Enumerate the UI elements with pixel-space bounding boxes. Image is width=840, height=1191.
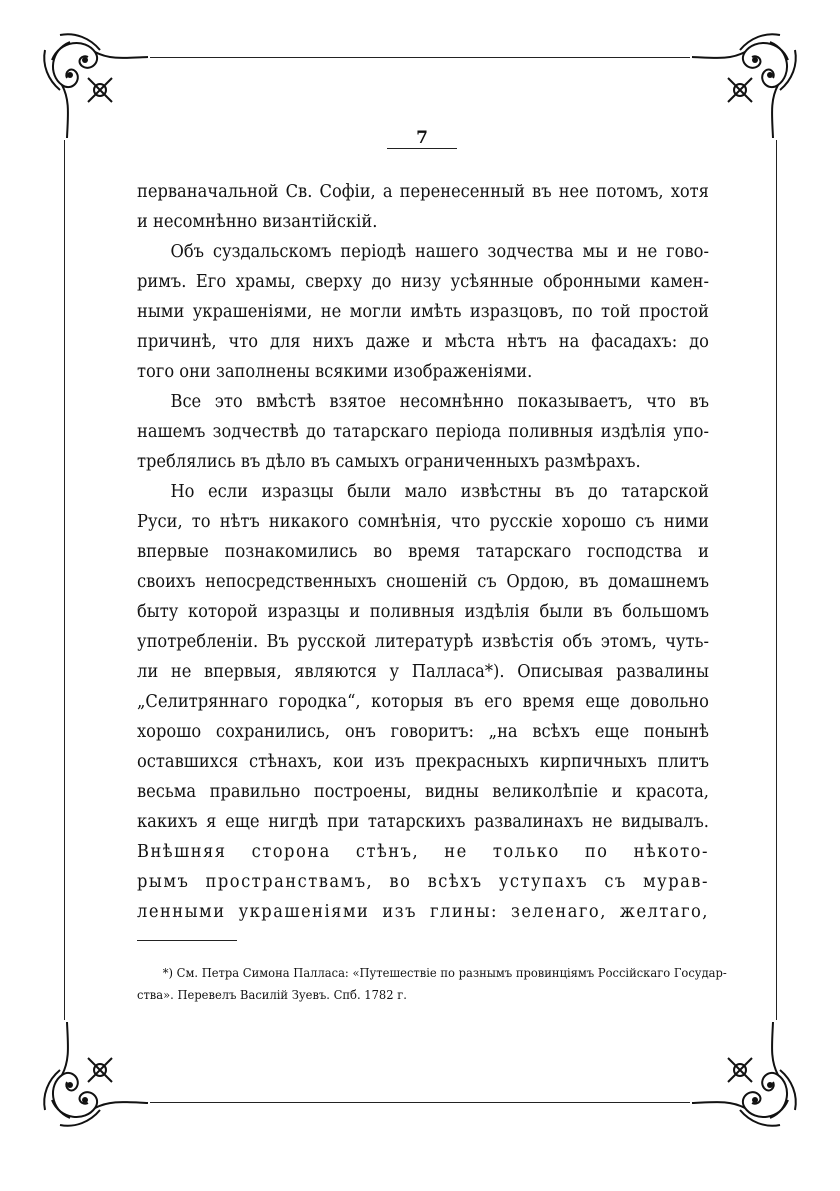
text-line: оставшихся стѣнахъ, кои изъ прекрасныхъ кирпичныхъ плитъ <box>137 752 709 772</box>
footnote-line: *) См. Петра Симона Палласа: «Путешествіе по разнымъ провинціямъ Россійскаго Государ- <box>162 965 727 980</box>
text-line: ными украшеніями, не могли имѣть изразцовъ, по той простой <box>137 302 709 322</box>
ornament-corner-bottom-left-icon <box>40 1020 150 1130</box>
text-line: Все это вмѣстѣ взятое несомнѣнно показываетъ, что въ <box>170 392 709 412</box>
text-line: Объ суздальскомъ періодѣ нашего зодчества мы и не гово- <box>170 242 709 262</box>
body-text <box>137 177 709 927</box>
text-line: римъ. Его храмы, сверху до низу усѣянные обронными камен- <box>137 272 709 292</box>
text-line: Внѣшняя сторона стѣнъ, не только по нѣкото- <box>137 842 709 862</box>
text-line: „Селитряннаго городка“, которыя въ его время еще довольно <box>137 692 709 712</box>
text-line: весьма правильно построены, видны великолѣпіе и красота, <box>137 782 709 802</box>
footnote-line: ства». Перевелъ Василій Зуевъ. Спб. 1782 г. <box>137 987 407 1002</box>
text-line: и несомнѣнно византійскій. <box>137 212 378 232</box>
ornament-corner-top-left-icon <box>40 30 150 140</box>
text-line: причинѣ, что для нихъ даже и мѣста нѣтъ на фасадахъ: до <box>137 332 709 352</box>
footnote-rule <box>137 940 237 941</box>
text-line: какихъ я еще нигдѣ при татарскихъ развалинахъ не видывалъ. <box>137 812 709 832</box>
text-line: впервые познакомились во время татарскаго господства и <box>137 542 709 562</box>
page-number: 7 <box>416 128 428 148</box>
text-line: употребленіи. Въ русской литературѣ извѣстія объ этомъ, чуть- <box>137 632 709 652</box>
text-line: Но если изразцы были мало извѣстны въ до татарской <box>170 482 709 502</box>
text-line: перваначальной Св. Софіи, а перенесенный въ нее потомъ, хотя <box>137 182 709 202</box>
text-line: ленными украшеніями изъ глины: зеленаго, желтаго, <box>137 902 709 922</box>
text-line: ли не впервыя, являются у Палласа*). Описывая развалины <box>137 662 709 682</box>
text-line: того они заполнены всякими изображеніями. <box>137 362 533 382</box>
frame-bottom-rule <box>150 1102 690 1103</box>
page-number-rule <box>387 148 457 149</box>
ornament-corner-bottom-right-icon <box>690 1020 800 1130</box>
text-line: треблялись въ дѣло въ самыхъ ограниченныхъ размѣрахъ. <box>137 452 641 472</box>
ornament-corner-top-right-icon <box>690 30 800 140</box>
frame-top-rule <box>150 57 690 58</box>
text-line: хорошо сохранились, онъ говоритъ: „на всѣхъ еще понынѣ <box>137 722 709 742</box>
frame-left-rule <box>64 140 65 1020</box>
text-line: своихъ непосредственныхъ сношеній съ Ордою, въ домашнемъ <box>137 572 709 592</box>
frame-right-rule <box>776 140 777 1020</box>
text-line: быту которой изразцы и поливныя издѣлія были въ большомъ <box>137 602 709 622</box>
text-line: нашемъ зодчествѣ до татарскаго періода поливныя издѣлія упо- <box>137 422 709 442</box>
footnote <box>137 962 727 1006</box>
text-line: Руси, то нѣтъ никакого сомнѣнія, что русскіе хорошо съ ними <box>137 512 709 532</box>
text-line: рымъ пространствамъ, во всѣхъ уступахъ съ мурав- <box>137 872 709 892</box>
